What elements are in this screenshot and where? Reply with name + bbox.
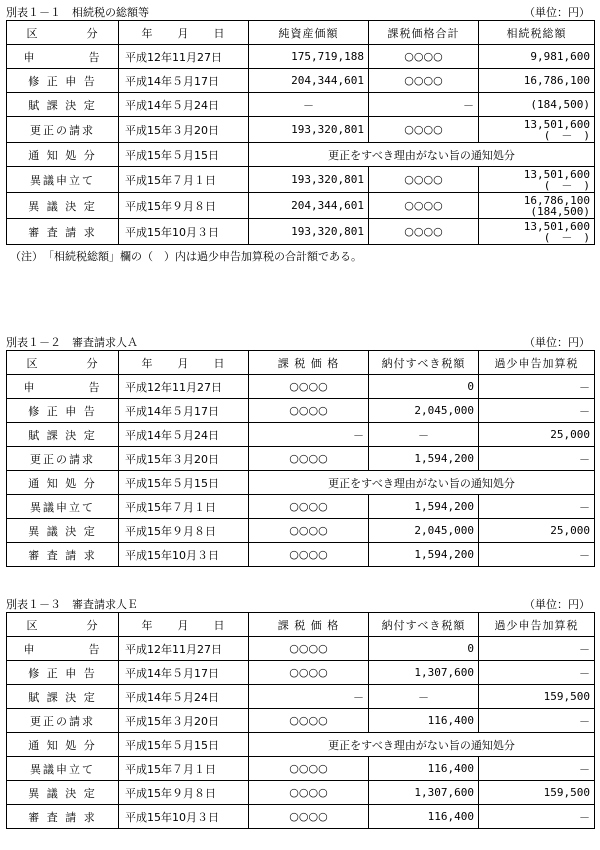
taxable-value-cell: ○○○○ <box>249 757 369 781</box>
penalty-tax-cell: － <box>479 709 595 733</box>
header-row <box>7 21 595 45</box>
tax-payable-cell: 1,307,600 <box>369 781 479 805</box>
column-header: 課税価格合計 <box>369 21 479 45</box>
table-title: 別表１－３ 審査請求人Ｅ <box>6 598 138 611</box>
table-row <box>7 69 595 93</box>
tax-payable-cell: 0 <box>369 375 479 399</box>
table-row <box>7 495 595 519</box>
row-date: 平成15年10月３日 <box>119 805 249 829</box>
total-tax-value: 13,501,600 <box>523 167 590 181</box>
column-header: 年 月 日 <box>119 351 249 375</box>
row-label: 賦 課 決 定 <box>7 685 119 709</box>
penalty-tax-value: (184,500) <box>530 204 590 218</box>
tax-payable-cell: 116,400 <box>369 709 479 733</box>
taxable-value-cell: ○○○○ <box>249 399 369 423</box>
row-label: 通 知 処 分 <box>7 471 119 495</box>
table-caption <box>6 2 594 20</box>
net-assets-cell: 193,320,801 <box>249 219 369 245</box>
penalty-tax-cell: － <box>479 805 595 829</box>
table-row <box>7 661 595 685</box>
total-tax-value: 13,501,600 <box>523 219 590 233</box>
net-assets-cell: 204,344,601 <box>249 69 369 93</box>
table-row <box>7 757 595 781</box>
table-row <box>7 519 595 543</box>
taxable-value-cell: ○○○○ <box>249 495 369 519</box>
row-date: 平成12年11月27日 <box>119 375 249 399</box>
taxable-value-cell: － <box>249 685 369 709</box>
table-caption <box>6 332 594 350</box>
row-date: 平成15年９月８日 <box>119 519 249 543</box>
row-date: 平成14年５月17日 <box>119 661 249 685</box>
row-label: 通 知 処 分 <box>7 733 119 757</box>
total-tax-cell: 9,981,600 <box>479 45 595 69</box>
notice-cell: 更正をすべき理由がない旨の通知処分 <box>249 143 595 167</box>
tax-payable-cell: 1,307,600 <box>369 661 479 685</box>
taxable-value-cell: ○○○○ <box>249 709 369 733</box>
header-row <box>7 613 595 637</box>
taxable-total-cell: ○○○○ <box>369 117 479 143</box>
table-row <box>7 685 595 709</box>
row-label: 賦 課 決 定 <box>7 423 119 447</box>
penalty-tax-cell: 159,500 <box>479 781 595 805</box>
total-tax-cell <box>479 193 595 219</box>
taxable-total-cell: ○○○○ <box>369 45 479 69</box>
tax-payable-cell: 2,045,000 <box>369 399 479 423</box>
claimant-a-table <box>6 350 595 567</box>
penalty-tax-value: ( － ) <box>543 178 590 192</box>
table-section-1 <box>6 2 594 264</box>
row-date: 平成15年９月８日 <box>119 781 249 805</box>
table-row <box>7 143 595 167</box>
net-assets-cell: 175,719,188 <box>249 45 369 69</box>
table-row <box>7 399 595 423</box>
penalty-tax-cell: － <box>479 661 595 685</box>
row-label: 異議申立て <box>7 167 119 193</box>
penalty-tax-cell: － <box>479 399 595 423</box>
table-row <box>7 423 595 447</box>
table-row <box>7 447 595 471</box>
tax-payable-cell: 1,594,200 <box>369 495 479 519</box>
taxable-total-cell: ○○○○ <box>369 219 479 245</box>
tax-payable-cell: － <box>369 685 479 709</box>
column-header: 相続税総額 <box>479 21 595 45</box>
row-date: 平成14年５月24日 <box>119 423 249 447</box>
taxable-total-cell: ○○○○ <box>369 193 479 219</box>
row-date: 平成14年５月24日 <box>119 93 249 117</box>
row-label: 申 告 <box>7 45 119 69</box>
column-header: 年 月 日 <box>119 21 249 45</box>
table-row <box>7 193 595 219</box>
taxable-value-cell: ○○○○ <box>249 661 369 685</box>
notice-cell: 更正をすべき理由がない旨の通知処分 <box>249 471 595 495</box>
table-row <box>7 781 595 805</box>
row-date: 平成14年５月17日 <box>119 399 249 423</box>
row-date: 平成14年５月17日 <box>119 69 249 93</box>
table-row <box>7 219 595 245</box>
row-label: 申 告 <box>7 637 119 661</box>
penalty-tax-cell: 25,000 <box>479 519 595 543</box>
row-date: 平成15年７月１日 <box>119 167 249 193</box>
row-date: 平成15年５月15日 <box>119 143 249 167</box>
taxable-value-cell: ○○○○ <box>249 543 369 567</box>
row-label: 異 議 決 定 <box>7 519 119 543</box>
row-label: 更正の請求 <box>7 117 119 143</box>
penalty-tax-cell: 25,000 <box>479 423 595 447</box>
column-header: 過少申告加算税 <box>479 613 595 637</box>
net-assets-cell: 204,344,601 <box>249 193 369 219</box>
row-label: 賦 課 決 定 <box>7 93 119 117</box>
total-tax-cell <box>479 167 595 193</box>
tax-payable-cell: － <box>369 423 479 447</box>
taxable-value-cell: ○○○○ <box>249 637 369 661</box>
column-header: 納付すべき税額 <box>369 613 479 637</box>
row-label: 異 議 決 定 <box>7 781 119 805</box>
table-row <box>7 471 595 495</box>
row-label: 審 査 請 求 <box>7 543 119 567</box>
taxable-value-cell: ○○○○ <box>249 375 369 399</box>
penalty-tax-cell: － <box>479 447 595 471</box>
row-date: 平成15年９月８日 <box>119 193 249 219</box>
table-row <box>7 117 595 143</box>
row-label: 更正の請求 <box>7 709 119 733</box>
row-date: 平成12年11月27日 <box>119 45 249 69</box>
net-assets-cell: － <box>249 93 369 117</box>
column-header: 年 月 日 <box>119 613 249 637</box>
total-tax-cell: (184,500) <box>479 93 595 117</box>
row-date: 平成15年７月１日 <box>119 495 249 519</box>
tax-payable-cell: 116,400 <box>369 757 479 781</box>
row-date: 平成15年10月３日 <box>119 543 249 567</box>
tax-payable-cell: 1,594,200 <box>369 447 479 471</box>
table-row <box>7 93 595 117</box>
row-date: 平成15年７月１日 <box>119 757 249 781</box>
taxable-total-cell: ○○○○ <box>369 69 479 93</box>
column-header: 納付すべき税額 <box>369 351 479 375</box>
column-header: 課 税 価 格 <box>249 351 369 375</box>
taxable-value-cell: ○○○○ <box>249 519 369 543</box>
table-row <box>7 167 595 193</box>
penalty-tax-cell: － <box>479 543 595 567</box>
row-date: 平成15年10月３日 <box>119 219 249 245</box>
row-label: 修 正 申 告 <box>7 69 119 93</box>
row-label: 通 知 処 分 <box>7 143 119 167</box>
unit-label: （単位：円） <box>524 598 590 611</box>
table-section-3 <box>6 594 594 829</box>
taxable-total-cell: － <box>369 93 479 117</box>
row-date: 平成12年11月27日 <box>119 637 249 661</box>
table-row <box>7 375 595 399</box>
table-caption <box>6 594 594 612</box>
table-title: 別表１－２ 審査請求人Ａ <box>6 336 138 349</box>
table-row <box>7 543 595 567</box>
taxable-value-cell: ○○○○ <box>249 447 369 471</box>
unit-label: （単位：円） <box>524 6 590 19</box>
taxable-value-cell: ○○○○ <box>249 805 369 829</box>
column-header: 過少申告加算税 <box>479 351 595 375</box>
taxable-value-cell: ○○○○ <box>249 781 369 805</box>
total-tax-cell <box>479 219 595 245</box>
row-label: 審 査 請 求 <box>7 219 119 245</box>
tax-payable-cell: 2,045,000 <box>369 519 479 543</box>
penalty-tax-cell: － <box>479 637 595 661</box>
table-row <box>7 733 595 757</box>
header-row <box>7 351 595 375</box>
net-assets-cell: 193,320,801 <box>249 117 369 143</box>
unit-label: （単位：円） <box>524 336 590 349</box>
penalty-tax-cell: － <box>479 495 595 519</box>
total-tax-value: 16,786,100 <box>523 193 590 207</box>
total-tax-cell: 16,786,100 <box>479 69 595 93</box>
row-label: 異 議 決 定 <box>7 193 119 219</box>
row-date: 平成15年３月20日 <box>119 447 249 471</box>
table-row <box>7 637 595 661</box>
row-label: 申 告 <box>7 375 119 399</box>
row-label: 修 正 申 告 <box>7 661 119 685</box>
table-section-2 <box>6 332 594 567</box>
column-header: 区 分 <box>7 21 119 45</box>
taxable-value-cell: － <box>249 423 369 447</box>
penalty-tax-value: ( － ) <box>543 230 590 244</box>
tax-payable-cell: 0 <box>369 637 479 661</box>
row-label: 更正の請求 <box>7 447 119 471</box>
footnote: （注） 「相続税総額」欄の（ ）内は過少申告加算税の合計額である。 <box>10 250 362 263</box>
row-label: 異議申立て <box>7 495 119 519</box>
penalty-tax-cell: － <box>479 375 595 399</box>
tax-payable-cell: 116,400 <box>369 805 479 829</box>
table-row <box>7 709 595 733</box>
taxable-total-cell: ○○○○ <box>369 167 479 193</box>
penalty-tax-cell: 159,500 <box>479 685 595 709</box>
net-assets-cell: 193,320,801 <box>249 167 369 193</box>
row-date: 平成14年５月24日 <box>119 685 249 709</box>
row-date: 平成15年５月15日 <box>119 733 249 757</box>
table-row <box>7 45 595 69</box>
column-header: 区 分 <box>7 613 119 637</box>
table-row <box>7 805 595 829</box>
row-date: 平成15年３月20日 <box>119 709 249 733</box>
column-header: 課 税 価 格 <box>249 613 369 637</box>
penalty-tax-value: ( － ) <box>543 128 590 142</box>
column-header: 純資産価額 <box>249 21 369 45</box>
claimant-e-table <box>6 612 595 829</box>
column-header: 区 分 <box>7 351 119 375</box>
inheritance-tax-total-table <box>6 20 595 245</box>
penalty-tax-cell: － <box>479 757 595 781</box>
table-title: 別表１－１ 相続税の総額等 <box>6 6 149 19</box>
total-tax-cell <box>479 117 595 143</box>
tax-payable-cell: 1,594,200 <box>369 543 479 567</box>
row-label: 異議申立て <box>7 757 119 781</box>
row-date: 平成15年５月15日 <box>119 471 249 495</box>
row-label: 審 査 請 求 <box>7 805 119 829</box>
row-label: 修 正 申 告 <box>7 399 119 423</box>
total-tax-value: 13,501,600 <box>523 117 590 131</box>
notice-cell: 更正をすべき理由がない旨の通知処分 <box>249 733 595 757</box>
row-date: 平成15年３月20日 <box>119 117 249 143</box>
